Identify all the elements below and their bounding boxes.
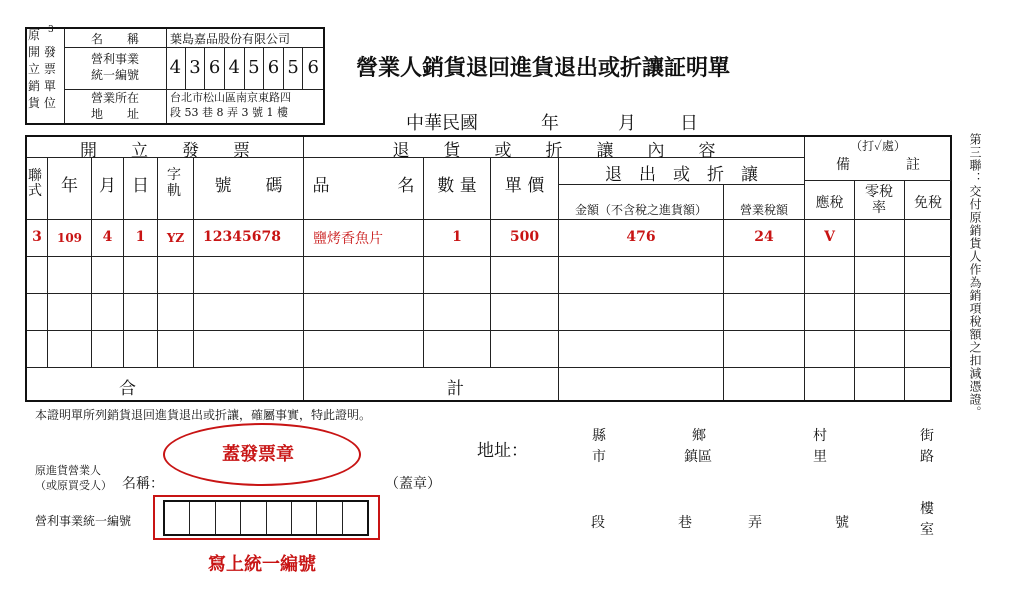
date-year: 年 [541,113,559,134]
header-content: 退 貨 或 折 讓 內 容 [392,141,716,161]
buyer-name-label: 名稱： [122,476,164,492]
taxid-digit: 5 [245,47,265,89]
buyer-taxid-digit-box[interactable] [216,502,241,534]
buyer-taxid-digit-box[interactable] [292,502,317,534]
row-format: 3 [32,229,42,245]
header-year: 年 [61,176,78,196]
header-item: 品 名 [312,176,415,196]
seller-box [25,27,325,125]
addr-road: 路 [920,449,934,465]
header-taxable: 應稅 [815,195,844,211]
buyer-taxid-digit-box[interactable] [267,502,292,534]
taxid-label: 營利事業 統一編號 [90,52,139,82]
row-track: YZ [166,231,185,245]
header-day: 日 [132,176,149,196]
row-month: 4 [102,229,113,245]
addr-lane: 巷 [678,515,692,531]
header-zero-rate: 零稅率 [865,184,893,216]
addr-county: 縣 [592,428,606,444]
header-number: 號 碼 [214,176,283,196]
copy-note: 第三聯：交付原銷貨人作為銷項稅額之扣減憑證。 [968,133,982,419]
total-label-left: 合 [119,379,136,399]
taxid-digit: 3 [186,47,206,89]
row-number: 12345678 [203,229,281,245]
addr-town: 鎮區 [684,449,712,465]
taxid-digit: 6 [264,47,284,89]
header-mark: （打✓處） [850,139,906,153]
addr-village: 村 [813,428,827,444]
buyer-taxid-digit-box[interactable] [317,502,342,534]
copy-mark: 3 [48,25,54,35]
addr-street: 街 [920,428,934,444]
taxid-digit: 6 [205,47,225,89]
header-qty: 數 量 [437,176,477,196]
addr-alley: 弄 [748,515,762,531]
date-era: 中華民國 [406,113,478,134]
taxid-digit: 4 [166,47,186,89]
taxid-digit: 5 [284,47,304,89]
buyer-taxid-digit-box[interactable] [190,502,215,534]
header-track: 字軌 [167,167,181,199]
addr-section: 段 [591,515,605,531]
date-month: 月 [618,113,636,134]
stamp-hint: 蓋發票章 [222,444,294,465]
addr-township: 鄉 [692,428,706,444]
seller-address: 台北市松山區南京東路四 段 53 巷 8 弄 3 號 1 樓 [170,91,291,119]
buyer-taxid-digit-box[interactable] [241,502,266,534]
buyer-taxid-label: 營利事業統一編號 [35,514,132,528]
taxid-hint: 寫上統一編號 [208,554,316,575]
total-label-right: 計 [447,379,464,399]
header-exempt: 免稅 [914,195,942,211]
addr-city: 市 [592,449,606,465]
orig-buyer-label: 原進貨營業人 （或原買受人） [35,464,112,492]
seller-name: 葉島嘉品股份有限公司 [170,32,291,46]
name-label: 名 稱 [90,32,139,46]
seller-taxid [166,47,323,89]
buyer-taxid-boxes[interactable] [163,500,369,536]
row-year: 109 [56,231,83,245]
addr-no: 號 [835,515,849,531]
seller-side-label: 原 3 開 發 立 票 銷 單 貨 位 [28,27,56,112]
row-tax: 24 [754,229,774,245]
taxid-digit: 4 [225,47,245,89]
address-label: 地址： [477,441,528,461]
date-day: 日 [680,113,698,134]
addr-floor: 樓 [920,501,934,517]
row-taxable-check: V [824,229,835,245]
header-month: 月 [99,176,116,196]
addr-li: 里 [813,449,827,465]
header-amount: 金額（不含稅之進貨額） [574,203,707,217]
header-format: 聯式 [28,168,42,199]
row-qty: 1 [452,229,462,245]
main-table [25,135,952,402]
header-invoice: 開 立 發 票 [80,141,250,161]
buyer-taxid-digit-box[interactable] [343,502,367,534]
row-amount: 476 [626,229,656,245]
document-title: 營業人銷貨退回進貨退出或折讓証明單 [356,56,731,81]
addr-label: 營業所在 地 址 [90,91,139,121]
header-refund: 退 出 或 折 讓 [605,165,758,185]
statement: 本證明單所列銷貨退回進貨退出或折讓，確屬事實，特此證明。 [35,408,372,422]
taxid-digit: 6 [307,57,319,78]
row-day: 1 [135,229,146,245]
header-price: 單 價 [504,176,545,196]
row-price: 500 [509,229,540,245]
stamp-note: （蓋章） [385,476,441,492]
addr-room: 室 [920,522,934,538]
header-tax: 營業稅額 [739,203,788,217]
buyer-taxid-digit-box[interactable] [165,502,190,534]
row-item: 鹽烤香魚片 [313,231,383,247]
header-remarks: 備 註 [836,157,920,173]
